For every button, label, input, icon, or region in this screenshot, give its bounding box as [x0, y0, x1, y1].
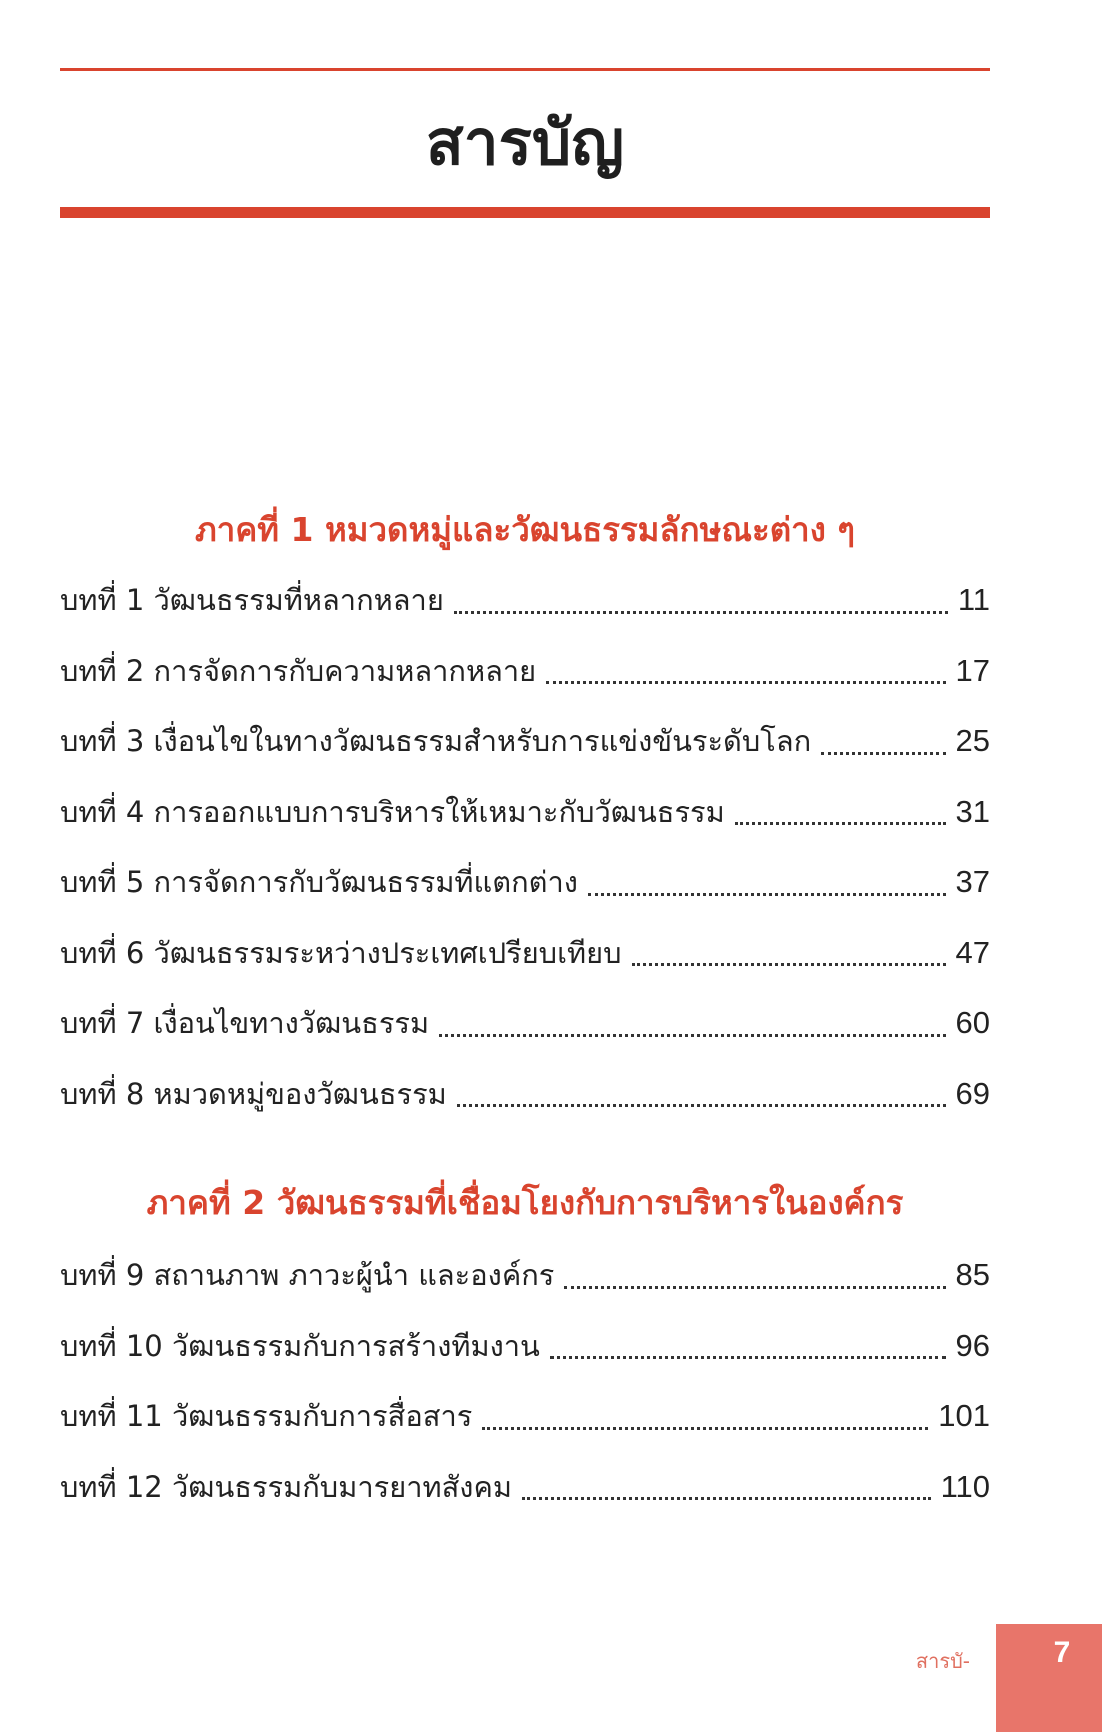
toc-entry[interactable]	[60, 706, 990, 777]
chapter-title: บทที่ 5 การจัดการกับวัฒนธรรมที่แตกต่าง	[60, 865, 578, 900]
chapter-title: บทที่ 8 หมวดหมู่ของวัฒนธรรม	[60, 1076, 447, 1111]
dot-leader	[821, 752, 945, 755]
toc-entry[interactable]	[60, 565, 990, 636]
chapter-title: บทที่ 3 เงื่อนไขในทางวัฒนธรรมสำหรับการแข่งขันระดับโลก	[60, 724, 812, 759]
chapter-title: บทที่ 4 การออกแบบการบริหารให้เหมาะกับวัฒนธรรม	[60, 794, 725, 829]
chapter-page-number: 17	[955, 652, 990, 688]
dot-leader	[482, 1427, 928, 1430]
chapter-page-number: 60	[955, 1005, 990, 1041]
toc-entry[interactable]	[60, 1240, 990, 1311]
chapter-title: บทที่ 11 วัฒนธรรมกับการสื่อสาร	[60, 1399, 473, 1434]
dot-leader	[546, 681, 945, 684]
dot-leader	[588, 893, 946, 896]
top-rule	[60, 68, 990, 71]
part-2-heading: ภาคที่ 2 วัฒนธรรมที่เชื่อมโยงกับการบริหารในองค์กร	[146, 1183, 904, 1222]
footer-page-tab	[996, 1624, 1102, 1732]
chapter-title: บทที่ 12 วัฒนธรรมกับมารยาทสังคม	[60, 1469, 512, 1504]
chapter-page-number: 31	[955, 793, 990, 829]
chapter-title: บทที่ 6 วัฒนธรรมระหว่างประเทศเปรียบเทียบ	[60, 935, 622, 970]
dot-leader	[522, 1497, 931, 1500]
toc-entry[interactable]	[60, 1452, 990, 1523]
chapter-page-number: 69	[955, 1075, 990, 1111]
toc-entry[interactable]	[60, 918, 990, 989]
dot-leader	[632, 963, 946, 966]
chapter-page-number: 47	[955, 934, 990, 970]
toc-entry[interactable]	[60, 988, 990, 1059]
toc-entry[interactable]	[60, 1059, 990, 1130]
chapter-page-number: 110	[940, 1468, 990, 1504]
dot-leader	[454, 611, 948, 614]
dot-leader	[550, 1356, 946, 1359]
chapter-page-number: 37	[955, 864, 990, 900]
dot-leader	[564, 1286, 945, 1289]
chapter-title: บทที่ 2 การจัดการกับความหลากหลาย	[60, 653, 537, 688]
part-2-chapter-list	[60, 1240, 990, 1522]
toc-entry[interactable]	[60, 777, 990, 848]
chapter-title: บทที่ 10 วัฒนธรรมกับการสร้างทีมงาน	[60, 1328, 540, 1363]
footer-section-label: สารบั-	[915, 1649, 970, 1673]
toc-entry[interactable]	[60, 1381, 990, 1452]
toc-entry[interactable]	[60, 847, 990, 918]
title-underline-rule	[60, 207, 990, 218]
part-1-chapter-list	[60, 565, 990, 1129]
chapter-page-number: 11	[957, 582, 990, 618]
chapter-page-number: 96	[955, 1327, 990, 1363]
page-title: สารบัญ	[425, 106, 625, 179]
chapter-page-number: 101	[938, 1398, 990, 1434]
footer-page-number: 7	[1053, 1636, 1071, 1669]
toc-entry[interactable]	[60, 636, 990, 707]
chapter-title: บทที่ 1 วัฒนธรรมที่หลากหลาย	[60, 583, 444, 618]
chapter-page-number: 85	[955, 1257, 990, 1293]
dot-leader	[457, 1104, 946, 1107]
toc-entry[interactable]	[60, 1311, 990, 1382]
dot-leader	[439, 1034, 945, 1037]
chapter-title: บทที่ 9 สถานภาพ ภาวะผู้นำ และองค์กร	[60, 1258, 555, 1293]
dot-leader	[735, 822, 946, 825]
chapter-title: บทที่ 7 เงื่อนไขทางวัฒนธรรม	[60, 1006, 430, 1041]
part-1-heading: ภาคที่ 1 หมวดหมู่และวัฒนธรรมลักษณะต่าง ๆ	[194, 510, 856, 549]
chapter-page-number: 25	[955, 723, 990, 759]
